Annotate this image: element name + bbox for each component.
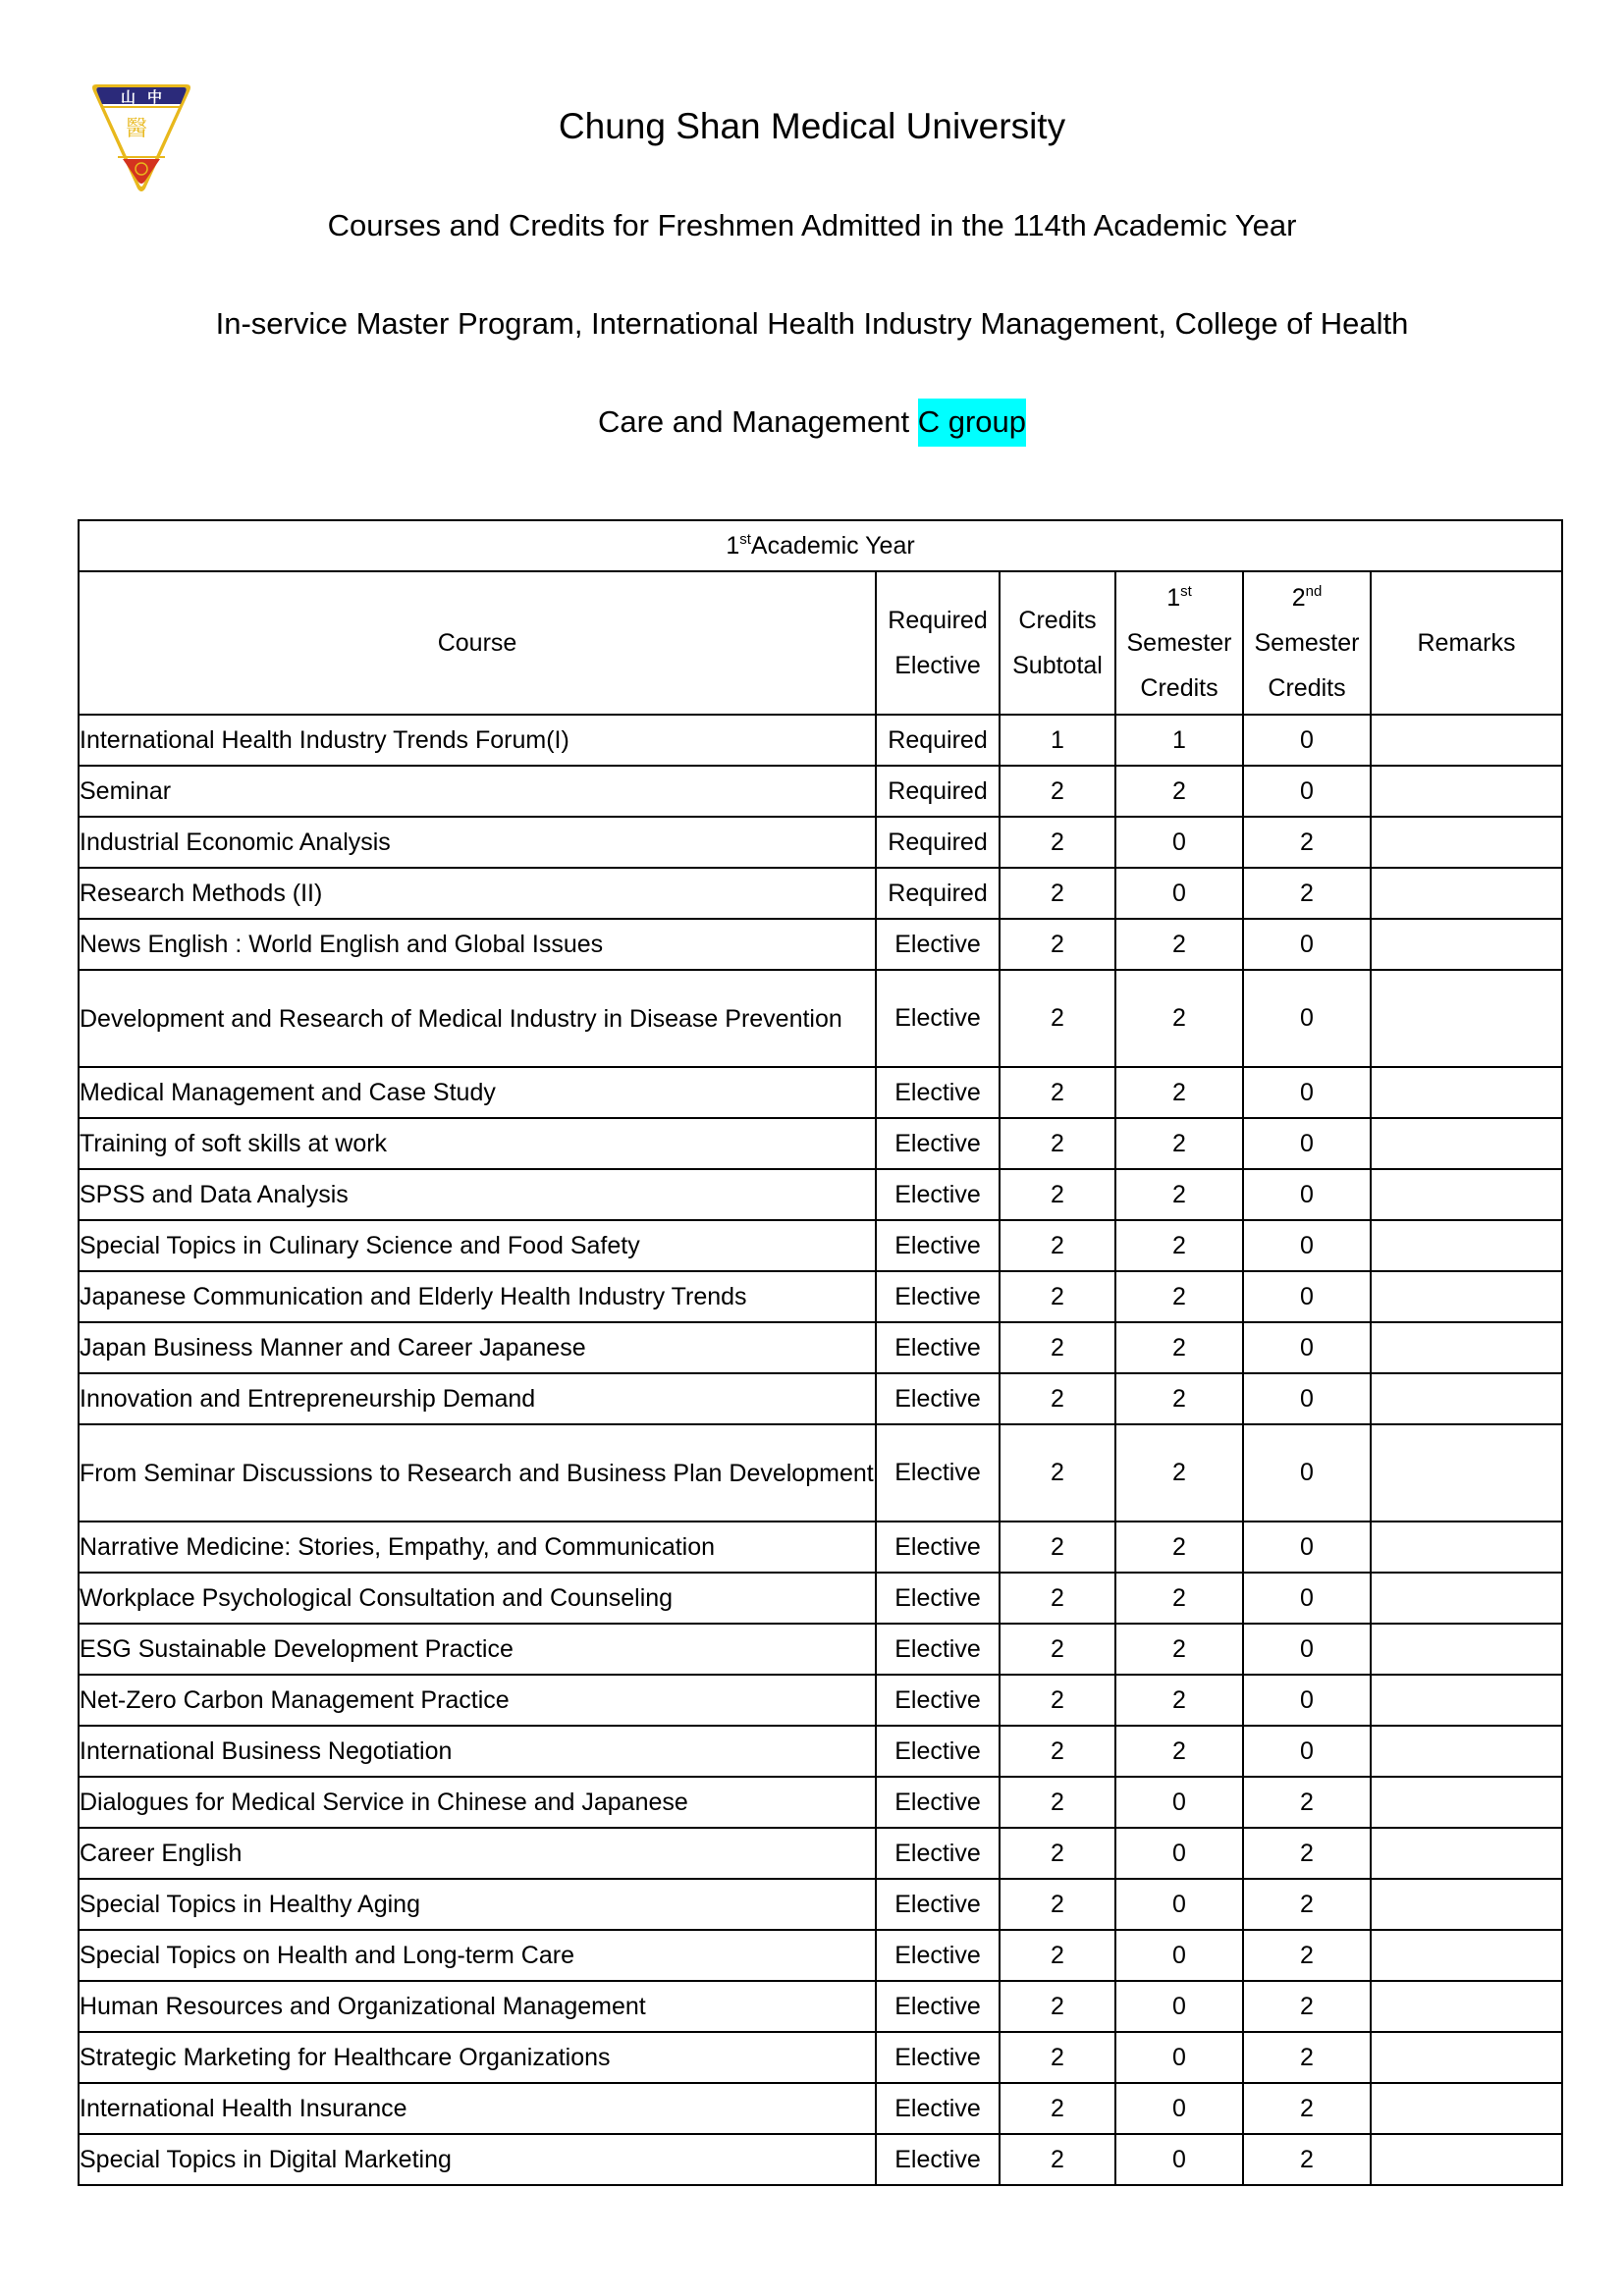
credits-subtotal-cell: 2 [1000,817,1115,868]
required-elective-cell: Elective [876,1930,1000,1981]
course-name-cell: Japanese Communication and Elderly Health Industry Trends [79,1271,876,1322]
sem2-credits-cell: 0 [1243,1424,1371,1522]
table-row [79,1930,1562,1981]
credits-subtotal-cell: 2 [1000,1424,1115,1522]
required-elective-cell: Elective [876,1373,1000,1424]
table-row [79,1220,1562,1271]
required-elective-cell: Elective [876,1624,1000,1675]
credits-subtotal-cell: 2 [1000,1067,1115,1118]
sem1-credits-cell: 0 [1115,1930,1243,1981]
sem2-credits-label: Credits [1268,674,1346,702]
course-name-cell: Narrative Medicine: Stories, Empathy, and Communication [79,1522,876,1573]
sem1-credits-cell: 0 [1115,2032,1243,2083]
table-row [79,1981,1562,2032]
table-row [79,1118,1562,1169]
table-row [79,1322,1562,1373]
remarks-cell [1371,1879,1562,1930]
required-elective-cell: Elective [876,1067,1000,1118]
table-row [79,1067,1562,1118]
course-name-cell: Development and Research of Medical Industry in Disease Prevention [79,970,876,1067]
remarks-cell [1371,2134,1562,2185]
sem1-credits-cell: 2 [1115,1118,1243,1169]
sem2-credits-cell: 0 [1243,1522,1371,1573]
remarks-cell [1371,970,1562,1067]
remarks-cell [1371,766,1562,817]
required-elective-cell: Required [876,766,1000,817]
sem2-credits-cell: 0 [1243,1373,1371,1424]
remarks-cell [1371,1726,1562,1777]
sem1-credits-cell: 2 [1115,1522,1243,1573]
sem2-credits-cell: 0 [1243,1118,1371,1169]
required-elective-cell: Elective [876,1169,1000,1220]
table-row [79,1879,1562,1930]
col-header-elective: Elective [894,652,981,679]
course-name-cell: Workplace Psychological Consultation and Counseling [79,1573,876,1624]
sem2-credits-cell: 0 [1243,1573,1371,1624]
sem2-credits-cell: 0 [1243,1675,1371,1726]
sem2-credits-cell: 2 [1243,1777,1371,1828]
course-name-cell: News English : World English and Global Issues [79,919,876,970]
sem2-credits-cell: 0 [1243,1271,1371,1322]
sem1-semester-label: Semester [1126,629,1232,657]
table-row [79,715,1562,766]
column-header-row [79,571,1562,715]
sem1-number: 1 [1166,584,1181,612]
credits-subtotal-cell: 2 [1000,1879,1115,1930]
table-row [79,1271,1562,1322]
course-name-cell: International Health Industry Trends Forum(I) [79,715,876,766]
sem1-credits-cell: 2 [1115,1067,1243,1118]
course-name-cell: SPSS and Data Analysis [79,1169,876,1220]
credits-subtotal-cell: 2 [1000,1726,1115,1777]
sem1-credits-cell: 2 [1115,970,1243,1067]
col-header-credits-subtotal [1000,571,1115,715]
table-row [79,919,1562,970]
course-name-cell: Japan Business Manner and Career Japanese [79,1322,876,1373]
sem2-credits-cell: 2 [1243,1981,1371,2032]
sem1-ordinal: st [1180,583,1192,600]
required-elective-cell: Elective [876,1879,1000,1930]
course-name-cell: Strategic Marketing for Healthcare Organizations [79,2032,876,2083]
sem1-credits-cell: 2 [1115,1624,1243,1675]
remarks-cell [1371,868,1562,919]
credits-subtotal-cell: 2 [1000,1271,1115,1322]
sem1-credits-cell: 2 [1115,919,1243,970]
course-credits-table [78,519,1563,2186]
course-name-cell: Net-Zero Carbon Management Practice [79,1675,876,1726]
remarks-cell [1371,1067,1562,1118]
course-name-cell: Research Methods (II) [79,868,876,919]
sem2-credits-cell: 0 [1243,766,1371,817]
sem1-credits-cell: 0 [1115,1981,1243,2032]
remarks-cell [1371,1424,1562,1522]
course-name-cell: Special Topics in Digital Marketing [79,2134,876,2185]
credits-subtotal-cell: 2 [1000,2083,1115,2134]
year-number: 1 [726,531,740,560]
remarks-cell [1371,1573,1562,1624]
remarks-cell [1371,1930,1562,1981]
col-header-sem1 [1115,571,1243,715]
course-name-cell: Innovation and Entrepreneurship Demand [79,1373,876,1424]
credits-subtotal-cell: 2 [1000,1220,1115,1271]
course-name-cell: International Health Insurance [79,2083,876,2134]
credits-subtotal-cell: 2 [1000,1322,1115,1373]
credits-subtotal-cell: 2 [1000,1573,1115,1624]
table-row [79,1573,1562,1624]
remarks-cell [1371,2032,1562,2083]
sem1-credits-cell: 2 [1115,1675,1243,1726]
sem1-credits-cell: 2 [1115,1220,1243,1271]
sem2-ordinal: nd [1305,583,1323,600]
table-row [79,1726,1562,1777]
course-name-cell: Human Resources and Organizational Management [79,1981,876,2032]
remarks-cell [1371,919,1562,970]
required-elective-cell: Elective [876,2032,1000,2083]
table-row [79,1675,1562,1726]
course-name-cell: Special Topics in Culinary Science and Food Safety [79,1220,876,1271]
sem1-credits-cell: 2 [1115,1169,1243,1220]
sem1-credits-cell: 2 [1115,766,1243,817]
table-row [79,1624,1562,1675]
year-heading-row [79,520,1562,571]
credits-subtotal-cell: 1 [1000,715,1115,766]
remarks-cell [1371,1777,1562,1828]
course-name-cell: ESG Sustainable Development Practice [79,1624,876,1675]
credits-subtotal-cell: 2 [1000,1828,1115,1879]
table-row [79,1373,1562,1424]
required-elective-cell: Elective [876,1726,1000,1777]
course-name-cell: International Business Negotiation [79,1726,876,1777]
credits-subtotal-cell: 2 [1000,2134,1115,2185]
sem1-credits-cell: 0 [1115,2134,1243,2185]
year-ordinal: st [739,530,751,548]
remarks-cell [1371,1981,1562,2032]
remarks-cell [1371,1675,1562,1726]
sem2-credits-cell: 0 [1243,919,1371,970]
course-name-cell: Seminar [79,766,876,817]
sem1-credits-cell: 0 [1115,1828,1243,1879]
remarks-cell [1371,1624,1562,1675]
required-elective-cell: Elective [876,1322,1000,1373]
sem1-credits-cell: 0 [1115,2083,1243,2134]
sem1-credits-cell: 0 [1115,817,1243,868]
remarks-cell [1371,1322,1562,1373]
sem2-credits-cell: 2 [1243,868,1371,919]
sem2-credits-cell: 0 [1243,970,1371,1067]
required-elective-cell: Elective [876,1424,1000,1522]
sem2-credits-cell: 2 [1243,2083,1371,2134]
credits-subtotal-cell: 2 [1000,919,1115,970]
remarks-cell [1371,1169,1562,1220]
remarks-cell [1371,1522,1562,1573]
program-title-line1: In-service Master Program, International Health Industry Management, College of Health [215,306,1409,341]
credits-subtotal-cell: 2 [1000,1777,1115,1828]
sem2-number: 2 [1291,584,1306,612]
course-name-cell: From Seminar Discussions to Research and Business Plan Development [79,1424,876,1522]
col-header-course: Course [79,571,876,715]
required-elective-cell: Elective [876,970,1000,1067]
sem2-credits-cell: 2 [1243,1828,1371,1879]
sem1-credits-cell: 0 [1115,1777,1243,1828]
sem2-credits-cell: 0 [1243,715,1371,766]
required-elective-cell: Elective [876,1777,1000,1828]
sem2-credits-cell: 2 [1243,1879,1371,1930]
table-row [79,2134,1562,2185]
sem2-credits-cell: 2 [1243,1930,1371,1981]
sem1-credits-cell: 0 [1115,1879,1243,1930]
required-elective-cell: Required [876,715,1000,766]
sem2-credits-cell: 0 [1243,1624,1371,1675]
sem1-credits-cell: 0 [1115,868,1243,919]
table-row [79,1828,1562,1879]
table-row [79,817,1562,868]
col-header-required-elective [876,571,1000,715]
credits-subtotal-cell: 2 [1000,1624,1115,1675]
required-elective-cell: Elective [876,1220,1000,1271]
credits-subtotal-cell: 2 [1000,2032,1115,2083]
sem2-credits-cell: 2 [1243,2134,1371,2185]
table-row [79,2083,1562,2134]
required-elective-cell: Required [876,868,1000,919]
credits-subtotal-cell: 2 [1000,1522,1115,1573]
table-row [79,1169,1562,1220]
remarks-cell [1371,1828,1562,1879]
course-name-cell: Career English [79,1828,876,1879]
col-header-subtotal: Subtotal [1012,652,1103,679]
credits-subtotal-cell: 2 [1000,1118,1115,1169]
table-row [79,868,1562,919]
course-name-cell: Medical Management and Case Study [79,1067,876,1118]
sem1-credits-cell: 1 [1115,715,1243,766]
col-header-required: Required [888,607,988,634]
group-label-highlight: C group [918,399,1026,447]
table-row [79,970,1562,1067]
required-elective-cell: Elective [876,2134,1000,2185]
sem2-credits-cell: 0 [1243,1726,1371,1777]
required-elective-cell: Elective [876,1271,1000,1322]
required-elective-cell: Elective [876,1981,1000,2032]
sem1-credits-cell: 2 [1115,1373,1243,1424]
sem1-credits-label: Credits [1140,674,1218,702]
sem2-credits-cell: 0 [1243,1322,1371,1373]
table-row [79,1424,1562,1522]
year-heading-text: Academic Year [750,531,915,560]
sem2-credits-cell: 0 [1243,1169,1371,1220]
sem2-credits-cell: 0 [1243,1067,1371,1118]
course-name-cell: Dialogues for Medical Service in Chinese and Japanese [79,1777,876,1828]
sem1-credits-cell: 2 [1115,1573,1243,1624]
col-header-sem2 [1243,571,1371,715]
credits-subtotal-cell: 2 [1000,970,1115,1067]
remarks-cell [1371,1220,1562,1271]
sem1-credits-cell: 2 [1115,1726,1243,1777]
credits-subtotal-cell: 2 [1000,1675,1115,1726]
sem2-credits-cell: 2 [1243,2032,1371,2083]
program-college-name: Care and Management [597,404,910,439]
table-row [79,1522,1562,1573]
course-name-cell: Industrial Economic Analysis [79,817,876,868]
academic-year-heading [79,520,1562,571]
sem2-credits-cell: 2 [1243,817,1371,868]
crest-char-right: 中 [147,88,163,106]
required-elective-cell: Elective [876,2083,1000,2134]
sem1-credits-cell: 2 [1115,1271,1243,1322]
required-elective-cell: Elective [876,1118,1000,1169]
sem1-credits-cell: 2 [1115,1322,1243,1373]
course-name-cell: Special Topics in Healthy Aging [79,1879,876,1930]
remarks-cell [1371,715,1562,766]
remarks-cell [1371,2083,1562,2134]
required-elective-cell: Elective [876,1828,1000,1879]
table-row [79,766,1562,817]
credits-subtotal-cell: 2 [1000,766,1115,817]
remarks-cell [1371,1118,1562,1169]
university-name: Chung Shan Medical University [558,106,1066,146]
required-elective-cell: Elective [876,1522,1000,1573]
required-elective-cell: Elective [876,1675,1000,1726]
credits-subtotal-cell: 2 [1000,1373,1115,1424]
crest-char-left: 山 [121,88,136,106]
credits-subtotal-cell: 2 [1000,1169,1115,1220]
credits-subtotal-cell: 2 [1000,1930,1115,1981]
remarks-cell [1371,817,1562,868]
col-header-remarks: Remarks [1371,571,1562,715]
credits-subtotal-cell: 2 [1000,868,1115,919]
table-row [79,1777,1562,1828]
sem1-credits-cell: 2 [1115,1424,1243,1522]
sem2-semester-label: Semester [1254,629,1360,657]
remarks-cell [1371,1271,1562,1322]
required-elective-cell: Elective [876,1573,1000,1624]
credits-subtotal-cell: 2 [1000,1981,1115,2032]
document-subtitle: Courses and Credits for Freshmen Admitted in the 114th Academic Year [327,208,1297,242]
required-elective-cell: Elective [876,919,1000,970]
col-header-credits: Credits [1018,607,1097,634]
course-name-cell: Special Topics on Health and Long-term Care [79,1930,876,1981]
sem2-credits-cell: 0 [1243,1220,1371,1271]
table-row [79,2032,1562,2083]
course-name-cell: Training of soft skills at work [79,1118,876,1169]
required-elective-cell: Required [876,817,1000,868]
crest-char-mid: 醫 [126,117,148,141]
program-title-line2 [0,404,1624,440]
remarks-cell [1371,1373,1562,1424]
